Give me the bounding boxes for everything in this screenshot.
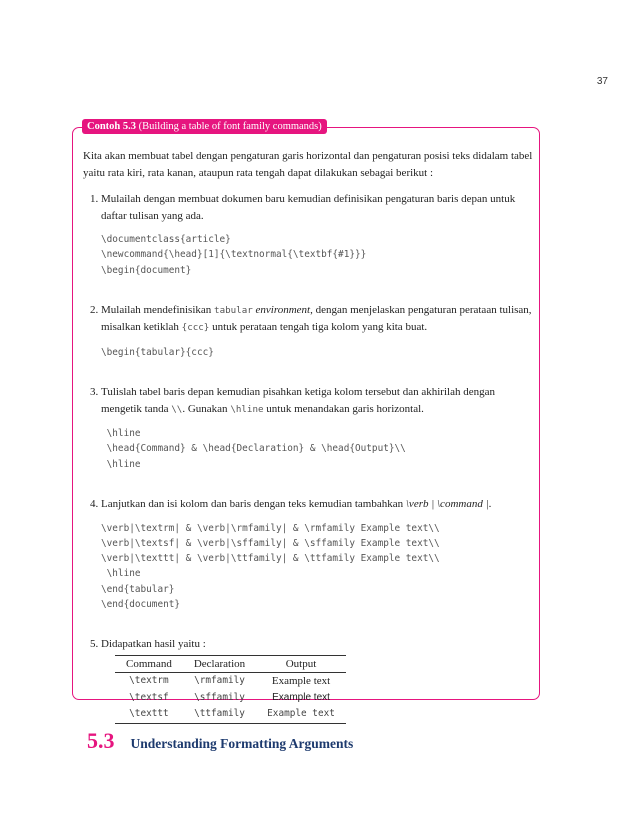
header-output: Output (256, 655, 346, 673)
step-1-text: 1. Mulailah dengan membuat dokumen baru kemudian definisikan pengaturan baris depan untuk daftar tulisan yang ada. (101, 193, 516, 222)
cell-command: \textrm (129, 675, 169, 687)
steps-list (83, 191, 533, 724)
step-3-code: \hline \head{Command} & \head{Declaration} & \head{Output}\\ \hline (106, 428, 406, 470)
step-5-text: 5. Didapatkan hasil yaitu : (101, 638, 206, 651)
cell-declaration: \sffamily (194, 691, 245, 703)
step-3-text: 3. Tulislah tabel baris depan kemudian pisahkan ketiga kolom tersebut dan akhirilah dengan mengetik tanda \\. Gunakan \hline untuk menandakan garis horizontal. (101, 386, 495, 415)
table-row (115, 690, 346, 707)
example-title: (Building a table of font family commands) (138, 121, 322, 132)
inline-code-backslashes: \\ (171, 403, 183, 415)
section-heading (87, 728, 353, 754)
intro-paragraph: Kita akan membuat tabel dengan pengaturan garis horizontal dan pengaturan posisi teks didalam tabel yaitu rata kiri, rata kanan, ataupun rata tengah dapat dilakukan sebagai berikut : (83, 150, 533, 179)
step-2-code: \begin{tabular}{ccc} (101, 346, 214, 358)
cell-declaration: \rmfamily (194, 675, 245, 687)
inline-code-tabular: tabular (214, 304, 253, 316)
step-1-code: \documentclass{article} \newcommand{\head}[1]{\textnormal{\textbf{#1}}} \begin{document} (101, 234, 367, 276)
page-number: 37 (596, 76, 608, 87)
step-4 (101, 496, 533, 612)
section-number: 5.3 (87, 728, 115, 753)
header-declaration: Declaration (183, 655, 256, 673)
step-5 (101, 636, 533, 724)
inline-code-ccc: {ccc} (181, 322, 210, 334)
cell-command: \textsf (129, 691, 169, 703)
cell-output-sans: Example text (272, 691, 330, 703)
step-3 (101, 384, 533, 472)
cell-declaration: \ttfamily (183, 706, 256, 723)
table-row (115, 706, 346, 723)
result-table-header (115, 655, 346, 673)
header-command: Command (115, 655, 183, 673)
result-table (115, 655, 346, 724)
inline-code-hline: \hline (230, 403, 264, 415)
table-row (115, 673, 346, 690)
cell-command: \texttt (115, 706, 183, 723)
example-label: Contoh 5.3 (87, 121, 137, 132)
section-title: Understanding Formatting Arguments (130, 736, 354, 751)
cell-output-mono: Example text (256, 706, 346, 723)
step-1 (101, 191, 533, 278)
step-2 (101, 302, 533, 360)
step-4-text: 4. Lanjutkan dan isi kolom dan baris dengan teks kemudian tambahkan \verb | \command |. (101, 498, 492, 511)
example-title-tab (82, 119, 327, 134)
step-2-text: 2. Mulailah mendefinisikan tabular environment, dengan menjelaskan pengaturan perataan tulisan, misalkan ketiklah {ccc} untuk perataan tengah tiga kolom yang kita buat. (101, 303, 532, 334)
cell-output-serif: Example text (271, 675, 331, 688)
step-4-code: \verb|\textrm| & \verb|\rmfamily| & \rmfamily Example text\\ \verb|\textsf| & \verb|\sffamily| & \sffamily Example text\\ \verb|\texttt| & \verb|\ttfamily| & \ttfamily Example text\\ \hline \end{tabular} \end{document} (101, 522, 440, 611)
example-content (83, 148, 533, 724)
